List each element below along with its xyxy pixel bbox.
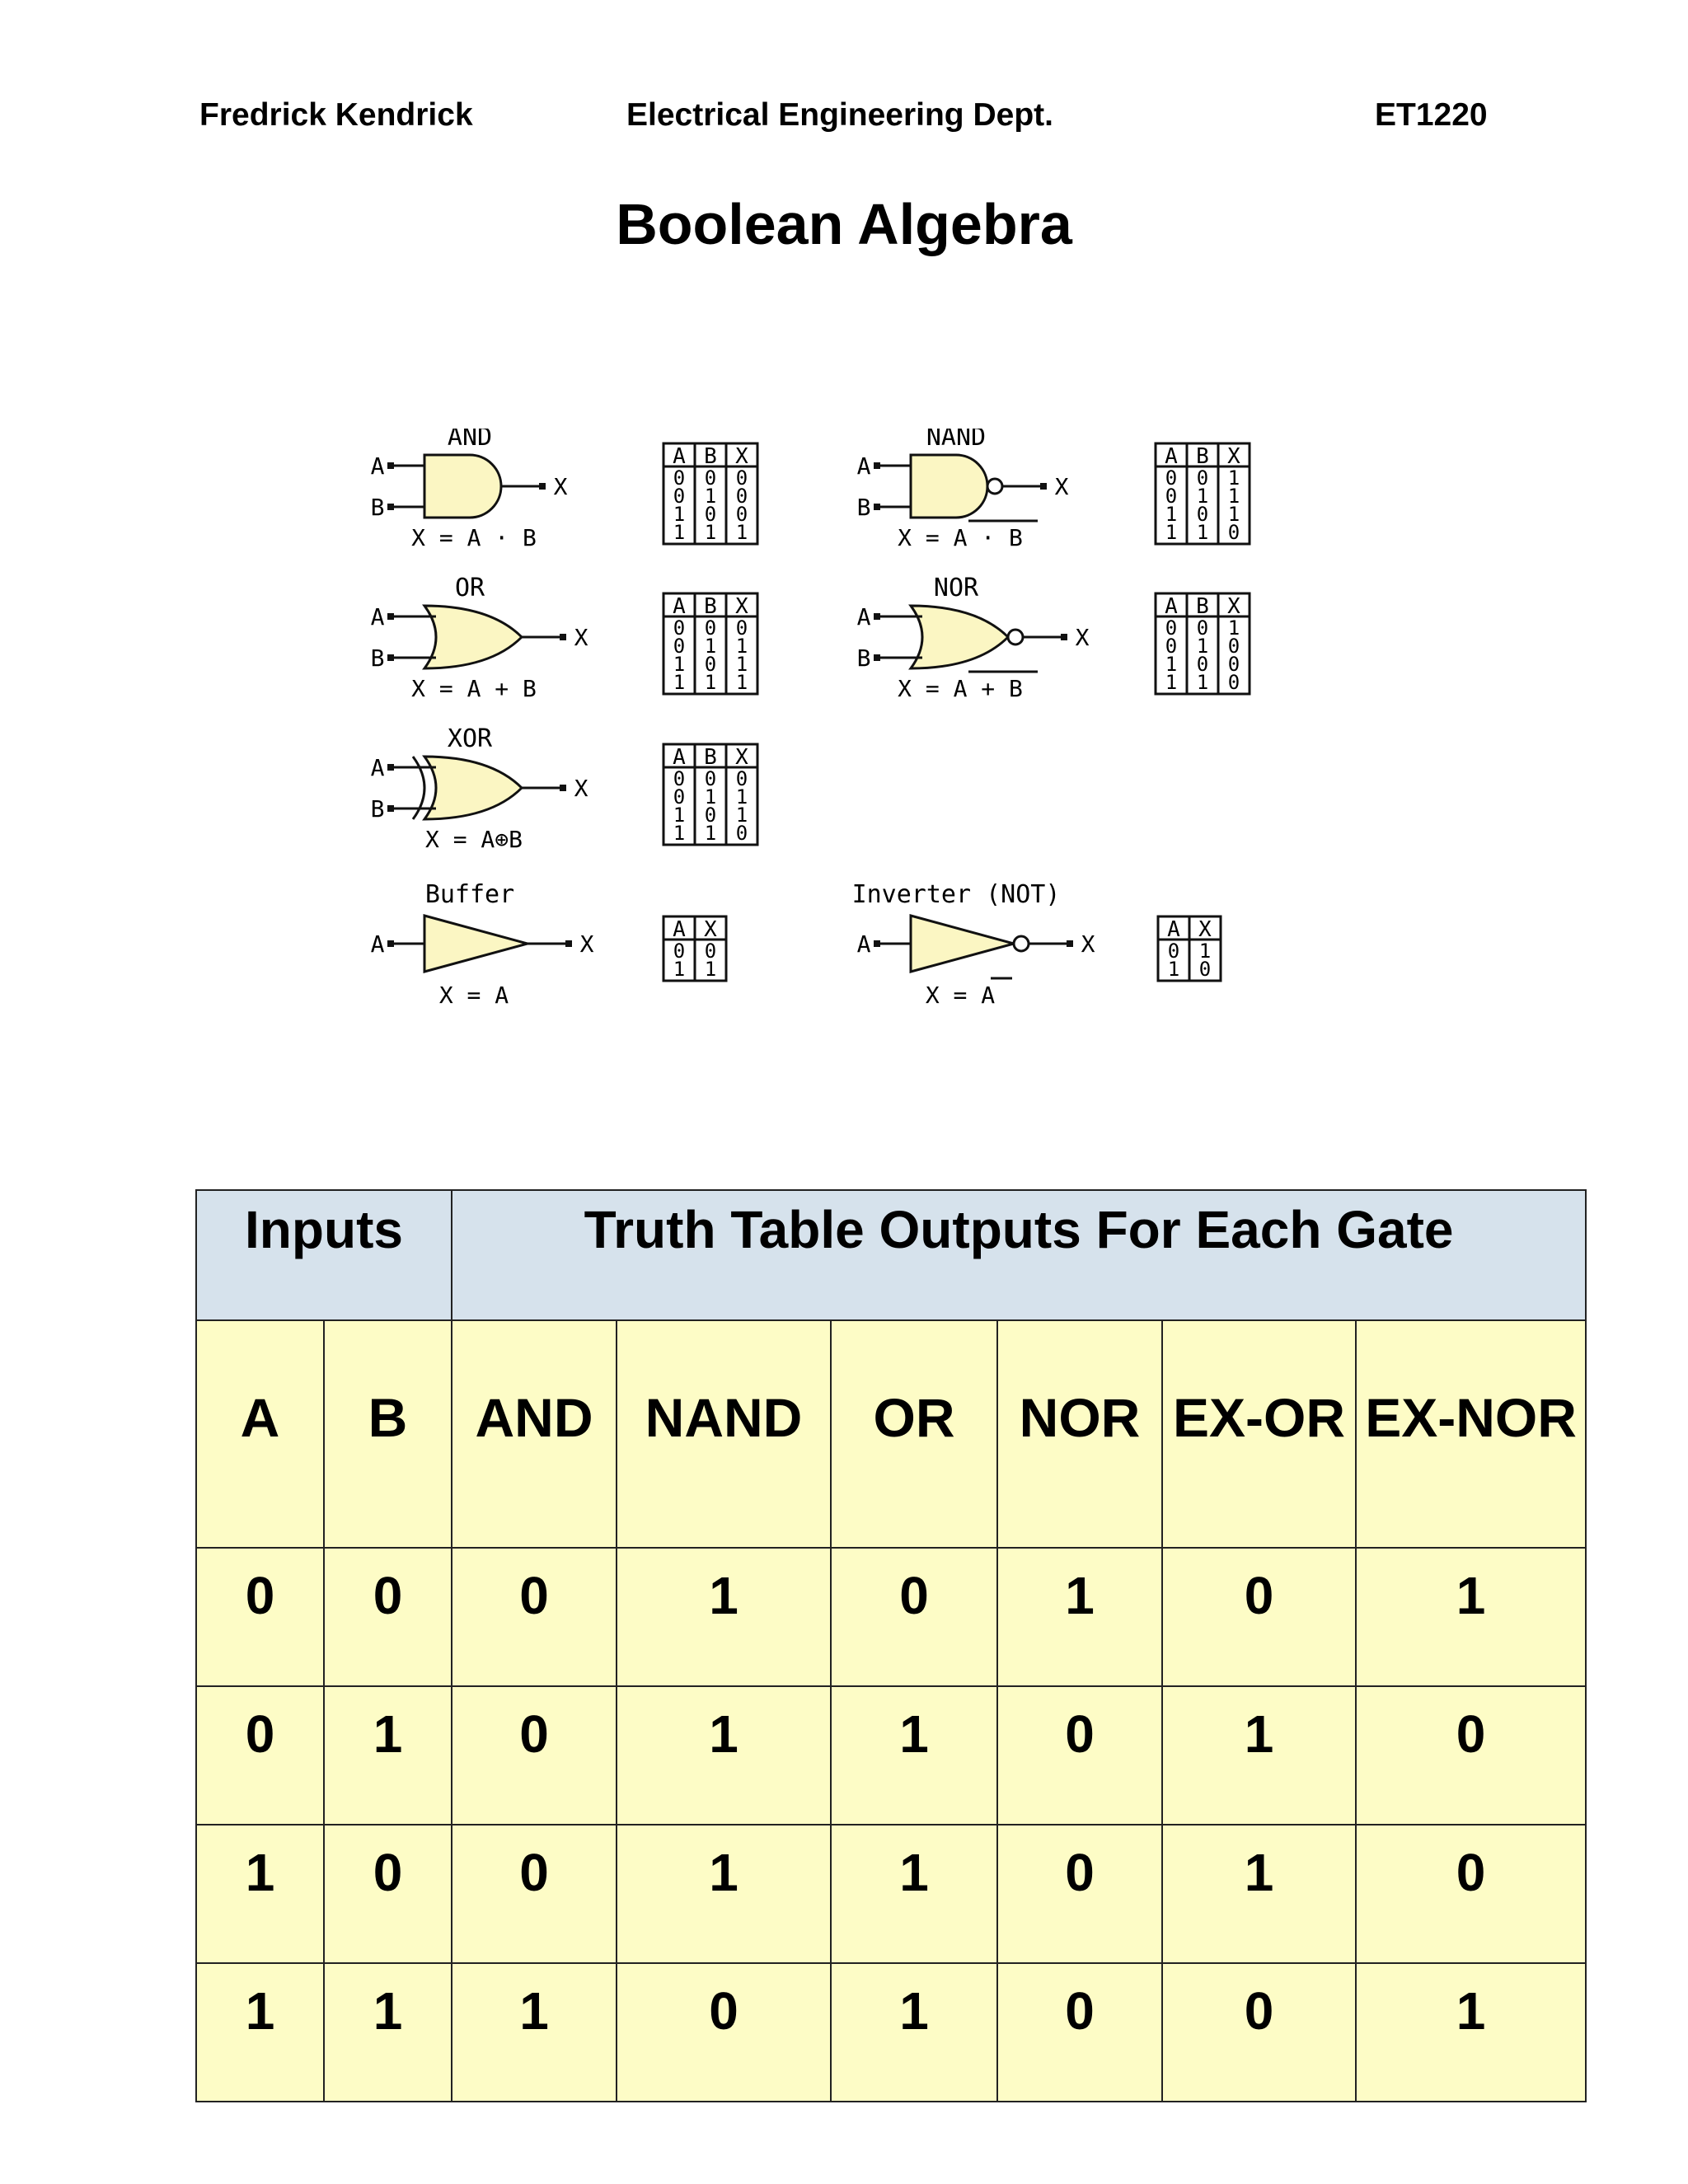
input-label-b: B <box>370 494 385 521</box>
mini-table-header: B <box>704 444 717 469</box>
mini-table-cell: 1 <box>704 485 717 508</box>
mini-table-cell: 0 <box>1196 503 1209 526</box>
table-cell: 1 <box>617 1825 831 1963</box>
output-terminal <box>560 785 566 791</box>
and-gate-equation: X = A · B <box>411 524 537 551</box>
input-label-a: A <box>856 603 871 630</box>
output-label-x: X <box>574 624 588 651</box>
mini-table-cell: 0 <box>1167 940 1180 963</box>
author-name: Fredrick Kendrick <box>199 97 473 133</box>
mini-table-cell: 1 <box>1227 503 1240 526</box>
buffer-gate-symbol <box>424 916 528 972</box>
table-cell: 0 <box>324 1825 452 1963</box>
mini-table-cell: 1 <box>673 822 686 845</box>
mini-table-cell: 0 <box>735 485 748 508</box>
and-gate-symbol <box>424 455 501 518</box>
mini-table-cell: 0 <box>735 466 748 490</box>
not-mini-truth-table <box>1158 916 1221 981</box>
buffer-gate-name: Buffer <box>424 880 515 909</box>
table-cell: 0 <box>1162 1548 1356 1686</box>
mini-table-cell: 0 <box>1227 521 1240 544</box>
col-header-nor: NOR <box>997 1320 1162 1548</box>
table-cell: 0 <box>997 1686 1162 1825</box>
mini-table-cell: 0 <box>673 616 686 640</box>
table-row <box>196 1825 1586 1963</box>
table-row <box>196 1686 1586 1825</box>
mini-table-cell: 0 <box>1227 653 1240 676</box>
table-cell: 1 <box>452 1963 617 2102</box>
or-gate-name: OR <box>454 574 485 602</box>
mini-table-cell: 1 <box>704 822 717 845</box>
mini-table-cell: 0 <box>1227 671 1240 694</box>
mini-table-cell: 1 <box>735 521 748 544</box>
nor-mini-truth-table <box>1156 593 1250 694</box>
input-label-a: A <box>370 452 385 480</box>
mini-table-cell: 0 <box>735 616 748 640</box>
table-cell: 0 <box>997 1825 1162 1963</box>
mini-table-header: A <box>1165 594 1178 619</box>
table-cell: 0 <box>617 1963 831 2102</box>
buffer-mini-truth-table <box>663 916 726 981</box>
mini-table-cell: 1 <box>1167 958 1180 981</box>
mini-table-cell: 1 <box>1227 616 1240 640</box>
table-cell: 1 <box>1162 1825 1356 1963</box>
nand-gate-equation: X = A · B <box>898 524 1023 551</box>
mini-table-header: A <box>673 745 686 770</box>
input-terminal <box>874 940 880 947</box>
col-header-b: B <box>324 1320 452 1548</box>
output-terminal <box>565 940 572 947</box>
output-terminal <box>1061 634 1067 640</box>
output-label-x: X <box>1081 930 1095 958</box>
or-gate-symbol <box>424 606 522 668</box>
mini-table-cell: 0 <box>735 767 748 790</box>
table-cell: 1 <box>831 1963 997 2102</box>
input-label-a: A <box>856 930 871 958</box>
mini-table-header: A <box>673 444 686 469</box>
table-cell: 0 <box>196 1686 324 1825</box>
mini-table-cell: 1 <box>735 653 748 676</box>
mini-table-cell: 0 <box>1196 466 1209 490</box>
col-header-ex-or: EX-OR <box>1162 1320 1356 1548</box>
course-code: ET1220 <box>1375 97 1488 133</box>
table-row <box>196 1963 1586 2102</box>
mini-table-header: A <box>673 594 686 619</box>
table-row <box>196 1548 1586 1686</box>
mini-table-header: X <box>1227 444 1240 469</box>
buffer-gate-group <box>371 880 594 1009</box>
input-terminal <box>387 940 394 947</box>
mini-table-cell: 1 <box>1196 521 1209 544</box>
inverter-bubble <box>1014 936 1029 951</box>
col-header-and: AND <box>452 1320 617 1548</box>
or-gate-equation: X = A + B <box>411 675 537 702</box>
table-cell: 1 <box>1162 1686 1356 1825</box>
mini-table-cell: 0 <box>1165 616 1178 640</box>
not-gate-symbol <box>911 916 1014 972</box>
table-cell: 0 <box>452 1548 617 1686</box>
mini-table-cell: 0 <box>704 940 717 963</box>
input-terminal <box>874 613 880 620</box>
mini-table-cell: 0 <box>1165 635 1178 658</box>
xor-extra-curve <box>413 757 424 819</box>
mini-table-cell: 1 <box>704 521 717 544</box>
mini-table-cell: 0 <box>1165 485 1178 508</box>
mini-table-cell: 1 <box>673 804 686 827</box>
and-mini-truth-table <box>663 443 757 544</box>
mini-table-cell: 0 <box>673 485 686 508</box>
input-label-b: B <box>370 644 385 672</box>
mini-table-header: B <box>1196 594 1209 619</box>
mini-table-cell: 1 <box>1165 521 1178 544</box>
input-label-a: A <box>856 452 871 480</box>
output-terminal <box>560 634 566 640</box>
input-terminal <box>387 654 394 661</box>
mini-table-cell: 1 <box>673 671 686 694</box>
table-cell: 1 <box>617 1686 831 1825</box>
input-label-b: B <box>856 644 871 672</box>
mini-table-header: X <box>735 745 748 770</box>
input-terminal <box>874 462 880 469</box>
mini-table-cell: 1 <box>1227 466 1240 490</box>
col-header-nand: NAND <box>617 1320 831 1548</box>
mini-table-cell: 0 <box>704 767 717 790</box>
mini-table-header: X <box>735 444 748 469</box>
nor-gate-symbol <box>911 606 1008 668</box>
nand-gate-name: NAND <box>926 429 987 452</box>
mini-table-cell: 0 <box>704 804 717 827</box>
input-label-b: B <box>370 795 385 823</box>
mini-table-cell: 1 <box>1165 503 1178 526</box>
mini-table-cell: 0 <box>673 940 686 963</box>
and-gate-group <box>371 429 568 551</box>
table-cell: 0 <box>452 1686 617 1825</box>
not-gate-equation: X = A <box>925 982 996 1009</box>
xor-mini-truth-table <box>663 744 757 845</box>
table-cell: 1 <box>196 1825 324 1963</box>
xor-gate-group <box>371 724 588 853</box>
table-cell: 0 <box>997 1963 1162 2102</box>
nand-mini-truth-table <box>1156 443 1250 544</box>
and-gate-name: AND <box>447 429 493 452</box>
mini-table-cell: 0 <box>1198 958 1212 981</box>
mini-table-cell: 0 <box>704 503 717 526</box>
table-cell: 0 <box>1356 1825 1586 1963</box>
logic-gates-diagram <box>363 429 1335 1022</box>
inputs-header: Inputs <box>196 1190 452 1320</box>
table-cell: 1 <box>1356 1548 1586 1686</box>
nor-gate-name: NOR <box>933 574 979 602</box>
truth-table <box>195 1189 1587 2102</box>
table-cell: 0 <box>196 1548 324 1686</box>
input-terminal <box>387 504 394 510</box>
mini-table-cell: 0 <box>673 466 686 490</box>
mini-table-cell: 1 <box>704 785 717 808</box>
table-cell: 0 <box>831 1548 997 1686</box>
input-label-a: A <box>370 754 385 781</box>
mini-table-cell: 1 <box>704 958 717 981</box>
mini-table-cell: 0 <box>1165 466 1178 490</box>
mini-table-header: B <box>704 594 717 619</box>
xor-gate-equation: X = A⊕B <box>424 826 523 853</box>
mini-table-cell: 1 <box>704 671 717 694</box>
col-header-a: A <box>196 1320 324 1548</box>
mini-table-cell: 1 <box>735 635 748 658</box>
mini-table-cell: 0 <box>735 503 748 526</box>
mini-table-cell: 0 <box>1196 616 1209 640</box>
mini-table-cell: 0 <box>1227 635 1240 658</box>
xor-gate-name: XOR <box>447 724 493 753</box>
input-label-a: A <box>370 603 385 630</box>
mini-table-cell: 1 <box>735 671 748 694</box>
mini-table-header: B <box>704 745 717 770</box>
col-header-or: OR <box>831 1320 997 1548</box>
mini-table-cell: 1 <box>1165 671 1178 694</box>
mini-table-cell: 0 <box>673 785 686 808</box>
mini-table-cell: 1 <box>673 521 686 544</box>
mini-table-header: A <box>1165 444 1178 469</box>
not-gate-group <box>852 880 1095 1009</box>
input-terminal <box>874 504 880 510</box>
table-cell: 1 <box>196 1963 324 2102</box>
inverter-bubble <box>1008 630 1023 644</box>
truth-table-group-header <box>196 1190 1586 1320</box>
mini-table-header: X <box>704 917 717 942</box>
mini-table-cell: 1 <box>1227 485 1240 508</box>
nor-gate-group <box>857 574 1090 702</box>
output-terminal <box>539 483 546 490</box>
table-cell: 1 <box>997 1548 1162 1686</box>
output-label-x: X <box>1054 473 1069 500</box>
mini-table-cell: 0 <box>704 616 717 640</box>
table-cell: 1 <box>831 1825 997 1963</box>
not-gate-name: Inverter (NOT) <box>851 880 1061 909</box>
mini-table-cell: 0 <box>673 767 686 790</box>
nand-gate-symbol <box>911 455 987 518</box>
mini-table-cell: 1 <box>1165 653 1178 676</box>
mini-table-cell: 0 <box>704 466 717 490</box>
input-label-a: A <box>370 930 385 958</box>
mini-table-cell: 1 <box>735 804 748 827</box>
input-terminal <box>387 805 394 812</box>
mini-table-header: X <box>1227 594 1240 619</box>
logic-gates-figure <box>363 429 1335 1022</box>
table-cell: 0 <box>324 1548 452 1686</box>
table-cell: 1 <box>324 1686 452 1825</box>
table-cell: 0 <box>452 1825 617 1963</box>
mini-table-cell: 0 <box>673 635 686 658</box>
department-name: Electrical Engineering Dept. <box>626 97 1053 133</box>
input-label-b: B <box>856 494 871 521</box>
mini-table-header: B <box>1196 444 1209 469</box>
xor-gate-symbol <box>424 757 522 819</box>
mini-table-cell: 1 <box>1196 485 1209 508</box>
mini-table-cell: 0 <box>704 653 717 676</box>
truth-table-column-header <box>196 1320 1586 1548</box>
mini-table-header: X <box>735 594 748 619</box>
input-terminal <box>874 654 880 661</box>
input-terminal <box>387 764 394 771</box>
outputs-header: Truth Table Outputs For Each Gate <box>452 1190 1586 1320</box>
page-title: Boolean Algebra <box>616 192 1072 256</box>
mini-table-header: X <box>1198 917 1212 942</box>
table-cell: 1 <box>831 1686 997 1825</box>
output-terminal <box>1040 483 1047 490</box>
mini-table-cell: 1 <box>673 653 686 676</box>
output-label-x: X <box>1075 624 1090 651</box>
mini-table-cell: 1 <box>1196 635 1209 658</box>
mini-table-cell: 1 <box>1198 940 1212 963</box>
input-terminal <box>387 462 394 469</box>
output-label-x: X <box>574 775 588 802</box>
output-label-x: X <box>553 473 568 500</box>
output-label-x: X <box>579 930 594 958</box>
inverter-bubble <box>987 479 1002 494</box>
col-header-ex-nor: EX-NOR <box>1356 1320 1586 1548</box>
input-terminal <box>387 613 394 620</box>
mini-table-cell: 1 <box>673 958 686 981</box>
table-cell: 0 <box>1356 1686 1586 1825</box>
table-cell: 1 <box>617 1548 831 1686</box>
mini-table-cell: 1 <box>735 785 748 808</box>
output-terminal <box>1067 940 1073 947</box>
buffer-gate-equation: X = A <box>438 982 509 1009</box>
mini-table-cell: 1 <box>1196 671 1209 694</box>
mini-table-cell: 0 <box>1196 653 1209 676</box>
table-cell: 0 <box>1162 1963 1356 2102</box>
mini-table-header: A <box>1167 917 1180 942</box>
mini-table-cell: 1 <box>673 503 686 526</box>
nand-gate-group <box>857 429 1069 551</box>
nor-gate-equation: X = A + B <box>898 675 1023 702</box>
mini-table-cell: 0 <box>735 822 748 845</box>
or-gate-group <box>371 574 588 702</box>
table-cell: 1 <box>1356 1963 1586 2102</box>
mini-table-header: A <box>673 917 686 942</box>
table-cell: 1 <box>324 1963 452 2102</box>
or-mini-truth-table <box>663 593 757 694</box>
mini-table-cell: 1 <box>704 635 717 658</box>
